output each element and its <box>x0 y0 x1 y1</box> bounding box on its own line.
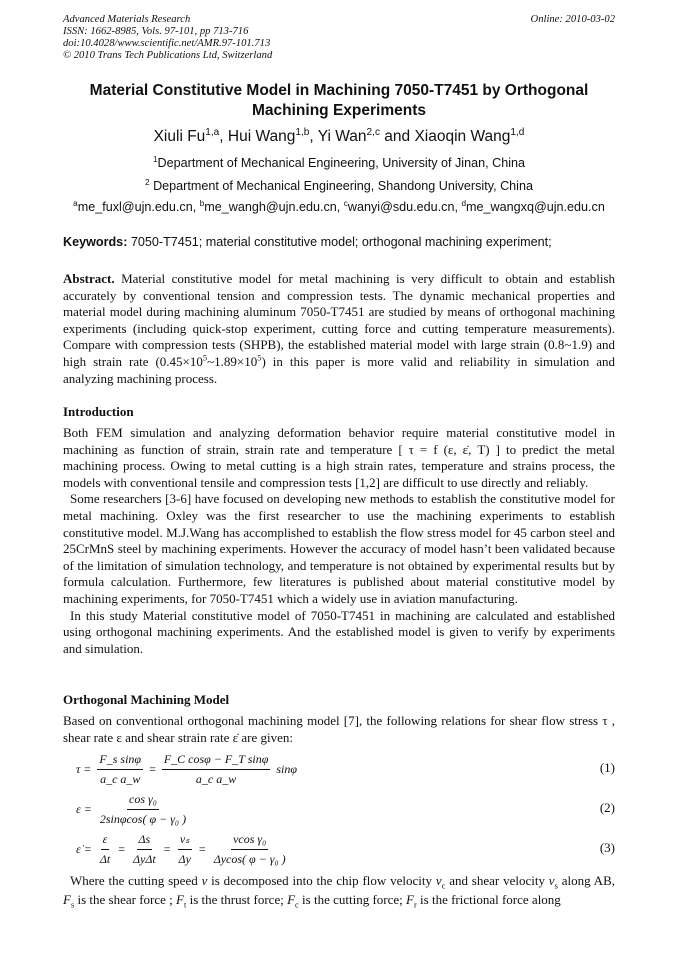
paragraph: Some researchers [3-6] have focused on developing new methods to establish the constitutive model for metal machining. Oxley was the first researcher to use the machining experiments to establish constitutive model. M.J.Wang has accomplished to establish the flow stress model for 45 carbon steel and 25CrMnS steel by machining experiments. However the accuracy of model hasn’t been validated because of the limitation of simulation technology, and temperature is not obtained by experimental results but by formula calculation. Furthermore, few literatures is published about material constitutive model by machining experiments, for 7050-T7451 which a widely use in aviation manufacturing. <box>63 491 615 606</box>
abstract-text: Material constitutive model for metal machining is very difficult to obtain and establish accurately by conventional tension and compression tests. The dynamic mechanical properties and material model during machining aluminum 7050-T7451 are studied by means of orthogonal machining experiments (including quick-stop experiment, cutting force and cutting temperature measurements). Compare with compression tests (SHPB), the established material model with large strain (0.8~1.9) and high strain rate (0.45×10 <box>63 271 615 369</box>
text: and shear velocity <box>445 873 549 888</box>
equation-3 <box>76 832 290 867</box>
subscript: s <box>70 899 75 910</box>
var: F <box>406 892 414 907</box>
denominator: Δy <box>178 852 191 866</box>
author-list: Xiuli Fu$^{1,a}$, Hui Wang$^{1,b}$, Yi Wan$^{2,c}$ and Xiaoqin Wang$^{1,d}$ <box>153 126 525 145</box>
numerator: ε <box>101 832 110 850</box>
abstract <box>63 271 615 387</box>
equation-2 <box>76 792 190 827</box>
orthogonal-intro: Based on conventional orthogonal machining model [7], the following relations for shear flow stress τ , shear rate ε and shear strain rate ε̇ are given: <box>63 713 615 745</box>
author: Hui Wang <box>227 128 296 145</box>
aff-sup: 2 <box>145 177 150 187</box>
eq-lhs: τ = <box>76 762 92 776</box>
equation-1 <box>76 752 297 787</box>
numerator: F_s sinφ <box>97 752 143 770</box>
equals: = <box>149 762 156 776</box>
subscript: t <box>184 899 187 910</box>
fraction <box>131 832 158 867</box>
paragraph: Both FEM simulation and analyzing deformation behavior require material constitutive model in machining as function of strain, strain rate and temperature [ τ = f (ε, ε̇, T) ] to predict the metal machining process. Owing to metal cutting is a high strain rates, temperature and strains process, the models with conventional tensile and compression tests [1,2] are difficult to use directly and reliably. <box>63 425 615 490</box>
denominator: 2sinφcos( φ − γ₀ ) <box>99 812 187 826</box>
text: along AB, <box>557 873 615 888</box>
email[interactable]: me_fuxl@ujn.edu.cn, <box>77 200 200 214</box>
section-heading-introduction: Introduction <box>63 404 134 419</box>
denominator: ΔyΔt <box>133 852 156 866</box>
email[interactable]: wanyi@sdu.edu.cn, <box>347 200 462 214</box>
eq-lhs: ε̇ = <box>76 842 92 856</box>
email[interactable]: me_wangh@ujn.edu.cn, <box>204 200 344 214</box>
numerator: F_C cosφ − F_T sinφ <box>162 752 271 770</box>
aff-sup: 1 <box>152 154 158 164</box>
abstract-text: ) in this paper is more valid and reliability in simulation and analyzing machining process. <box>63 353 615 386</box>
equals: = <box>163 842 171 856</box>
subscript: c <box>441 880 446 891</box>
introduction-body <box>63 425 615 657</box>
author: Yi Wan <box>317 128 367 145</box>
affiliation-1 <box>0 156 678 170</box>
numerator: cos γ₀ <box>127 792 159 810</box>
fraction <box>162 752 271 787</box>
section-heading-orthogonal: Orthogonal Machining Model <box>63 692 230 707</box>
keywords-label: Keywords: <box>63 235 128 249</box>
eq-tail: sinφ <box>276 762 297 776</box>
var: v <box>548 873 555 888</box>
subscript: c <box>295 899 299 910</box>
keywords <box>63 235 552 249</box>
text: is decomposed into the chip flow velocity <box>207 873 436 888</box>
equals: = <box>118 842 125 856</box>
author-sup: 2,c <box>366 126 380 138</box>
exponent: 5 <box>257 352 262 363</box>
email-list <box>0 200 678 214</box>
author-sup: 1,b <box>295 126 310 138</box>
equation-number: (2) <box>599 800 615 815</box>
email[interactable]: me_wangxq@ujn.edu.cn <box>466 200 605 214</box>
equation-number: (1) <box>599 760 615 775</box>
email-sup: a <box>73 198 78 208</box>
numerator: Δs <box>137 832 153 850</box>
fraction <box>177 832 193 867</box>
denominator: a_c a_w <box>195 772 237 786</box>
abstract-label: Abstract. <box>63 271 115 286</box>
author-sup: 1,a <box>205 126 220 138</box>
var: F <box>176 892 184 907</box>
journal-header <box>63 14 272 62</box>
equation-number: (3) <box>599 840 615 855</box>
fraction <box>97 752 143 787</box>
online-date: Online: 2010-03-02 <box>530 14 615 25</box>
text: Where the cutting speed <box>70 873 202 888</box>
text: is the cutting force; <box>298 892 407 907</box>
affiliation-2 <box>0 179 678 193</box>
text: is the thrust force; <box>186 892 288 907</box>
doi-line: doi:10.4028/www.scientific.net/AMR.97-101.713 <box>63 38 271 49</box>
author-sup: 1,d <box>510 126 525 138</box>
var: v <box>201 873 208 888</box>
abstract-text: ~1.89×10 <box>207 353 258 369</box>
author: Xiuli Fu <box>153 128 206 145</box>
denominator: Δt <box>99 852 111 866</box>
journal-name: Advanced Materials Research <box>63 14 191 25</box>
copyright-line: © 2010 Trans Tech Publications Ltd, Switzerland <box>63 50 273 61</box>
numerator: vcos γ₀ <box>231 832 268 850</box>
email-sup: c <box>343 198 348 208</box>
subscript: s <box>554 880 558 891</box>
aff-text: Department of Mechanical Engineering, University of Jinan, China <box>157 156 526 170</box>
denominator: a_c a_w <box>100 772 141 786</box>
eq-lhs: ε = <box>76 802 92 816</box>
text: is the shear force ; <box>74 892 177 907</box>
aff-text: Department of Mechanical Engineering, Shandong University, China <box>149 179 533 193</box>
email-sup: d <box>461 198 467 208</box>
author: Xiaoqin Wang <box>414 128 511 145</box>
var: F <box>63 892 71 907</box>
subscript: r <box>413 899 417 910</box>
fraction <box>98 832 112 867</box>
variable-definitions <box>63 871 615 909</box>
fraction <box>98 792 188 827</box>
keywords-text: 7050-T7451; material constitutive model; orthogonal machining experiment; <box>127 235 552 249</box>
email-sup: b <box>199 198 205 208</box>
paragraph: In this study Material constitutive model of 7050-T7451 in machining are calculated and established using orthogonal machining experiments. And the established model is given to verify by experiments and simulation. <box>63 607 615 656</box>
title-line-1: Material Constitutive Model in Machining 7050-T7451 by Orthogonal <box>89 82 589 99</box>
numerator: vₛ <box>178 832 192 850</box>
paper-title <box>63 81 615 121</box>
denominator: Δycos( φ − γ₀ ) <box>213 852 286 866</box>
title-line-2: Machining Experiments <box>252 102 426 119</box>
var: v <box>435 873 442 888</box>
var: F <box>287 892 296 907</box>
fraction <box>212 832 288 867</box>
equals: = <box>198 842 206 856</box>
issn-line: ISSN: 1662-8985, Vols. 97-101, pp 713-716 <box>63 26 249 37</box>
exponent: 5 <box>202 352 208 363</box>
text: is the frictional force along <box>416 892 561 907</box>
